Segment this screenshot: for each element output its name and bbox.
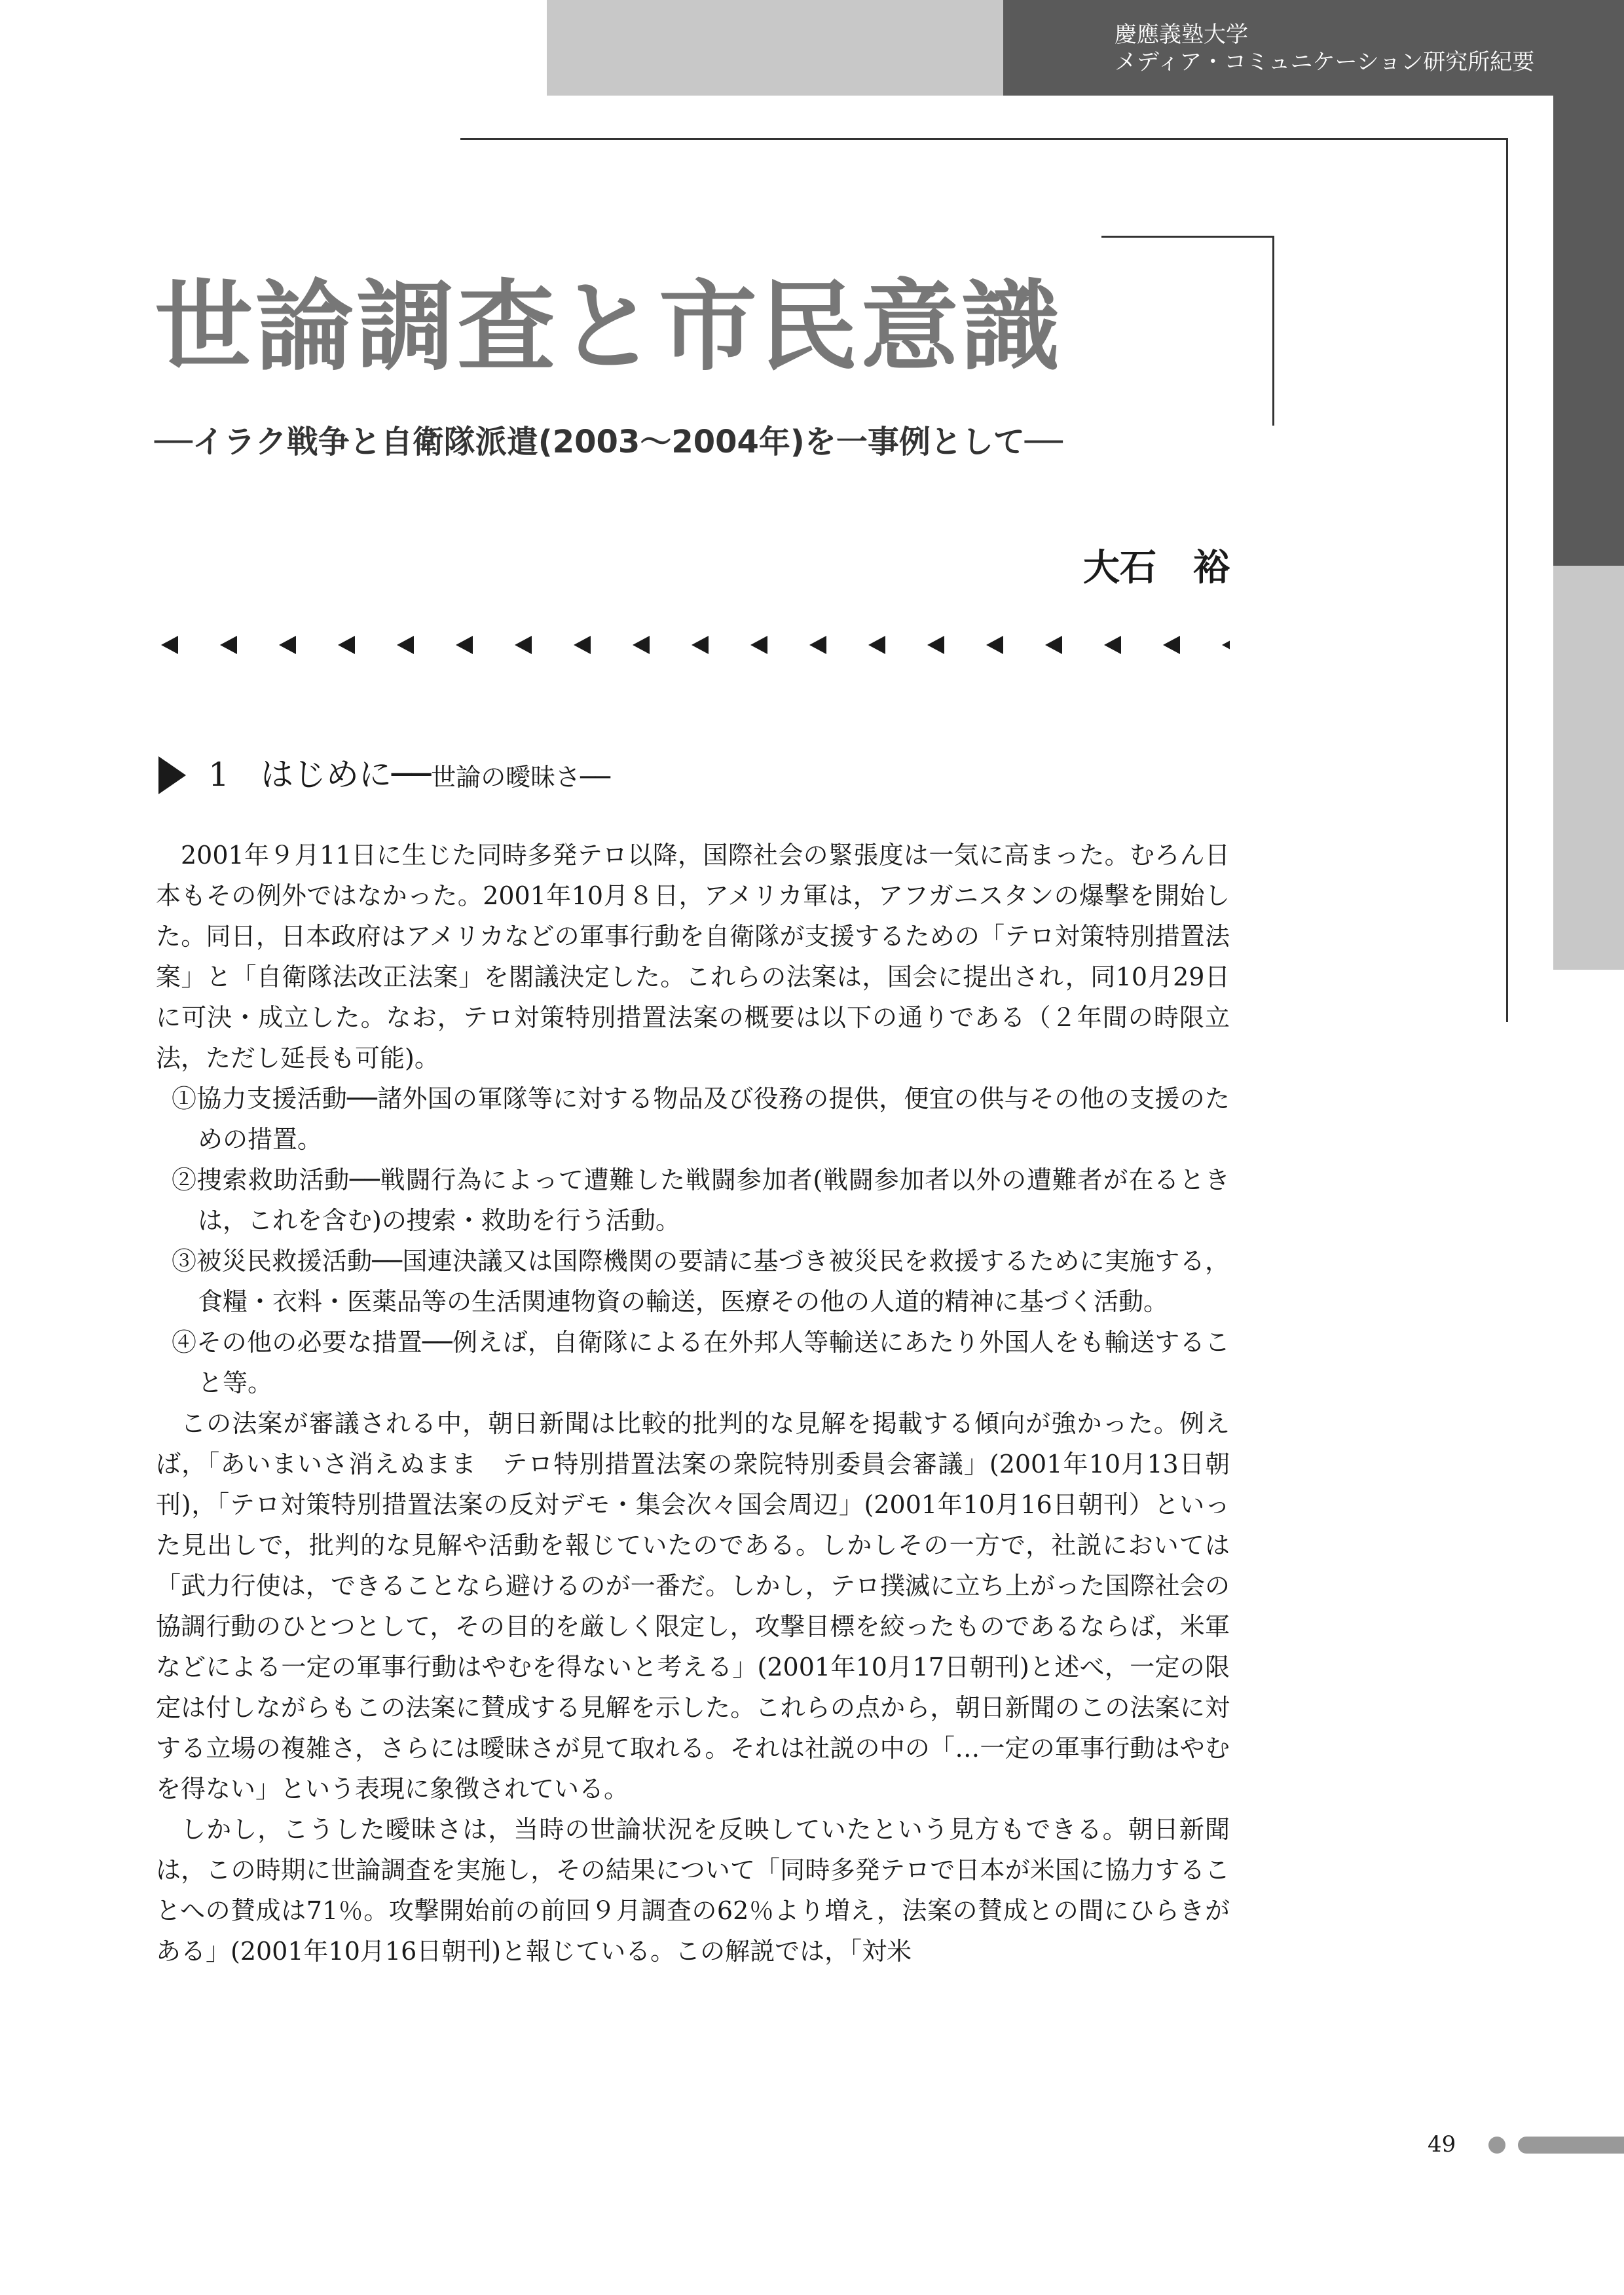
frame-rule-top	[460, 138, 1508, 140]
title-bracket-side	[1272, 236, 1274, 426]
title-bracket-top	[1101, 236, 1274, 238]
list-item: ②捜索救助活動──戦闘行為によって遭難した戦闘参加者(戦闘参加者以外の遭難者が在るときは，これを含む)の捜索・救助を行う活動。	[172, 1166, 1230, 1235]
list-item: ③被災民救援活動──国連決議又は国際機関の要請に基づき被災民を救援するために実施する，食糧・衣料・医薬品等の生活関連物資の輸送，医療その他の人道的精神に基づく活動。	[172, 1247, 1230, 1316]
triangle-ornament	[986, 636, 1003, 654]
frame-rule-right	[1506, 138, 1508, 1022]
triangle-ornament	[692, 636, 709, 654]
paper-subtitle: ──イラク戦争と自衛隊派遣(2003～2004年)を一事例として──	[155, 424, 1063, 460]
section-arrow-icon	[156, 755, 189, 796]
triangle-ornament	[456, 636, 473, 654]
header-band-light	[547, 0, 1003, 96]
body-paragraph: しかし，こうした曖昧さは，当時の世論状況を反映していたという見方もできる。朝日新聞は，この時期に世論調査を実施し，その結果について「同時多発テロで日本が米国に協力することへの賛成は71％。攻撃開始前の前回９月調査の62％より増え，法案の賛成との間にひらきがある」(2001年10月16日朝刊)と報じている。この解説では，「対米	[156, 1815, 1230, 1966]
triangle-ornament	[574, 636, 591, 654]
body-paragraph: 2001年９月11日に生じた同時多発テロ以降，国際社会の緊張度は一気に高まった。むろん日本もその例外ではなかった。2001年10月８日，アメリカ軍は，アフガニスタンの爆撃を開始した。同日，日本政府はアメリカなどの軍事行動を自衛隊が支援するための「テロ対策特別措置法案」と「自衛隊法改正法案」を閣議決定した。これらの法案は，国会に提出され，同10月29日に可決・成立した。なお，テロ対策特別措置法案の概要は以下の通りである（２年間の時限立法，ただし延長も可能)。	[156, 841, 1230, 1073]
triangle-ornament	[750, 636, 767, 654]
triangle-ornaments	[161, 636, 1230, 654]
triangle-ornament	[279, 636, 296, 654]
body-paragraph: この法案が審議される中，朝日新聞は比較的批判的な見解を掲載する傾向が強かった。例えば，「あいまいさ消えぬまま テロ特別措置法案の衆院特別委員会審議」(2001年10月13日朝刊)，「テロ対策特別措置法案の反対デモ・集会次々国会周辺」(2001年10月16日朝刊）といった見出しで，批判的な見解や活動を報じていたのである。しかしその一方で，社説においては「武力行使は，できることなら避けるのが一番だ。しかし，テロ撲滅に立ち上がった国際社会の協調行動のひとつとして，その目的を厳しく限定し，攻撃目標を絞ったものであるならば，米軍などによる一定の軍事行動はやむを得ないと考える」(2001年10月17日朝刊)と述べ，一定の限定は付しながらもこの法案に賛成する見解を示した。これらの点から，朝日新聞のこの法案に対する立場の複雑さ，さらには曖昧さが見て取れる。それは社説の中の「…一定の軍事行動はやむを得ない」という表現に象徴されている。	[156, 1409, 1230, 1803]
triangle-ornament	[1163, 636, 1180, 654]
journal-name-line1: 慶應義塾大学	[1115, 22, 1248, 48]
triangle-ornament	[338, 636, 355, 654]
triangle-ornament	[809, 636, 826, 654]
triangle-ornament	[633, 636, 650, 654]
page-bar-ornament	[1518, 2137, 1624, 2154]
section-title-main: はじめに──	[261, 756, 432, 794]
side-tab-light	[1553, 566, 1624, 970]
section-title	[261, 745, 610, 807]
side-tab-dark	[1553, 96, 1624, 566]
body-text	[156, 835, 1230, 1972]
page-dot-ornament	[1488, 2137, 1505, 2154]
triangle-ornament	[1104, 636, 1121, 654]
triangle-ornament	[927, 636, 944, 654]
triangle-ornament-row	[156, 625, 1230, 665]
triangle-ornament	[868, 636, 885, 654]
triangle-ornament	[1222, 636, 1230, 654]
triangle-ornament	[161, 636, 178, 654]
triangle-ornament	[1045, 636, 1062, 654]
journal-name-line2: メディア・コミュニケーション研究所紀要	[1115, 49, 1535, 75]
triangle-ornament	[220, 636, 237, 654]
section-number: 1	[208, 756, 229, 794]
section-title-sub: 世論の曖昧さ──	[431, 763, 610, 792]
author-name: 大石 裕	[1083, 547, 1230, 589]
paper-title: 世論調査と市民意識	[155, 270, 1063, 384]
triangle-ornament	[397, 636, 414, 654]
list-item: ④その他の必要な措置──例えば，自衛隊による在外邦人等輸送にあたり外国人をも輸送すること等。	[172, 1328, 1230, 1397]
journal-name	[1115, 21, 1534, 76]
page-number: 49	[1428, 2131, 1456, 2157]
triangle-ornament	[515, 636, 532, 654]
list-item: ①協力支援活動──諸外国の軍隊等に対する物品及び役務の提供，便宜の供与その他の支援のための措置。	[172, 1084, 1230, 1154]
